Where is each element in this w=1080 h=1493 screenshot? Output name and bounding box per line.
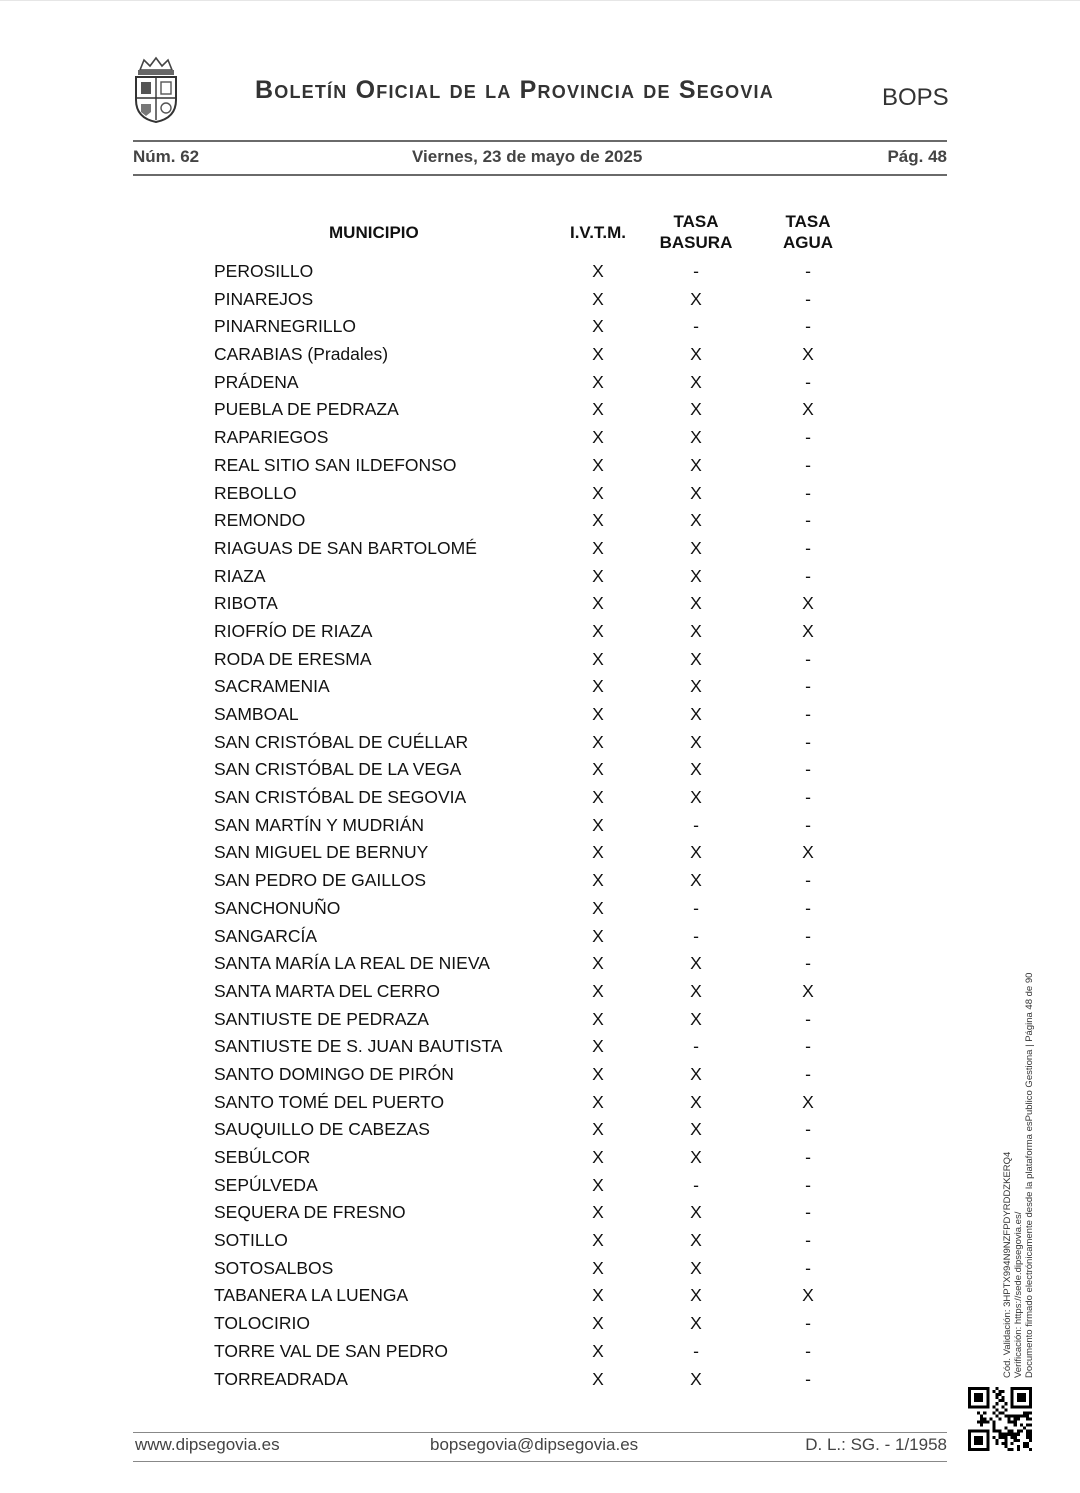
ivtm-cell: X <box>592 1202 604 1223</box>
municipio-cell: TOLOCIRIO <box>214 1313 310 1334</box>
tasa-agua-cell: - <box>805 1340 811 1361</box>
tasa-agua-cell: X <box>802 344 814 365</box>
ivtm-cell: X <box>592 980 604 1001</box>
ivtm-cell: X <box>592 565 604 586</box>
tasa-basura-cell: X <box>690 759 702 780</box>
tasa-basura-cell: X <box>690 510 702 531</box>
municipio-cell: PINARNEGRILLO <box>214 316 356 337</box>
tasa-basura-cell: X <box>690 1063 702 1084</box>
table-row <box>0 424 1080 452</box>
tasa-basura-cell: X <box>690 1285 702 1306</box>
ivtm-cell: X <box>592 620 604 641</box>
tasa-basura-cell: X <box>690 620 702 641</box>
tasa-basura-cell: - <box>693 814 699 835</box>
ivtm-cell: X <box>592 925 604 946</box>
tasa-basura-cell: - <box>693 261 699 281</box>
table-row <box>0 1199 1080 1227</box>
tasa-basura-cell: X <box>690 870 702 891</box>
table-row <box>0 1006 1080 1034</box>
ivtm-cell: X <box>592 648 604 669</box>
footer-legal-deposit: D. L.: SG. - 1/1958 <box>805 1435 947 1454</box>
ivtm-cell: X <box>592 482 604 503</box>
column-header-tasa-basura <box>646 211 746 253</box>
column-header-tasa-agua-line1: TASA <box>785 212 831 231</box>
tasa-basura-cell: X <box>690 1147 702 1167</box>
tasa-agua-cell: - <box>805 1230 811 1251</box>
issue-number: Núm. 62 <box>133 147 200 166</box>
tasa-basura-cell: X <box>690 676 702 697</box>
table-row <box>0 646 1080 674</box>
tasa-basura-cell: - <box>693 1340 699 1361</box>
table-row <box>0 480 1080 508</box>
tasa-agua-cell: - <box>805 454 811 475</box>
tasa-basura-cell: - <box>693 897 699 918</box>
tasa-basura-cell: - <box>693 316 699 337</box>
tasa-agua-cell: - <box>805 1257 811 1278</box>
tasa-agua-cell: X <box>802 399 814 420</box>
tasa-agua-cell: - <box>805 814 811 835</box>
municipio-cell: RAPARIEGOS <box>214 427 329 448</box>
municipio-cell: SAN CRISTÓBAL DE LA VEGA <box>214 759 462 780</box>
municipio-cell: RIOFRÍO DE RIAZA <box>214 620 373 641</box>
municipio-cell: SEPÚLVEDA <box>214 1174 318 1195</box>
table-row <box>0 1366 1080 1394</box>
table-row <box>0 729 1080 757</box>
municipio-cell: RIAGUAS DE SAN BARTOLOMÉ <box>214 537 477 558</box>
footer-website[interactable]: www.dipsegovia.es <box>135 1435 280 1454</box>
tasa-agua-cell: - <box>805 316 811 337</box>
tasa-agua-cell: X <box>802 1285 814 1306</box>
tasa-agua-cell: - <box>805 1202 811 1223</box>
tasa-basura-cell: X <box>690 731 702 752</box>
ivtm-cell: X <box>592 427 604 448</box>
municipio-cell: SANTA MARÍA LA REAL DE NIEVA <box>214 953 490 974</box>
tasa-basura-cell: X <box>690 288 702 309</box>
tasa-basura-cell: X <box>690 454 702 475</box>
page-number: Pág. 48 <box>887 147 947 166</box>
tasa-basura-cell: X <box>690 648 702 669</box>
tasa-basura-cell: X <box>690 1202 702 1223</box>
table-row <box>0 1089 1080 1117</box>
tasa-agua-cell: - <box>805 261 811 281</box>
table-row <box>0 1255 1080 1283</box>
tasa-basura-cell: X <box>690 371 702 392</box>
verification-note <box>1002 973 1035 1378</box>
ivtm-cell: X <box>592 1036 604 1057</box>
table-row <box>0 507 1080 535</box>
municipio-cell: CARABIAS (Pradales) <box>214 344 389 365</box>
table-row <box>0 839 1080 867</box>
municipality-table-body <box>0 258 1080 1393</box>
municipio-cell: SANTO DOMINGO DE PIRÓN <box>214 1063 454 1084</box>
table-row <box>0 286 1080 314</box>
tasa-basura-cell: X <box>690 842 702 863</box>
municipio-cell: RIAZA <box>214 565 266 586</box>
table-row <box>0 784 1080 812</box>
table-row <box>0 618 1080 646</box>
verification-url[interactable]: Verificación: https://sede.dipsegovia.es/ <box>1013 1211 1024 1378</box>
municipio-cell: PEROSILLO <box>214 261 314 281</box>
ivtm-cell: X <box>592 371 604 392</box>
tasa-agua-cell: - <box>805 759 811 780</box>
tasa-agua-cell: - <box>805 482 811 503</box>
ivtm-cell: X <box>592 787 604 808</box>
column-header-tasa-agua <box>758 211 858 253</box>
municipio-cell: TORREADRADA <box>214 1368 348 1389</box>
table-row <box>0 1144 1080 1172</box>
table-row <box>0 1116 1080 1144</box>
bulletin-abbreviation: BOPS <box>882 84 949 111</box>
tasa-basura-cell: X <box>690 1230 702 1251</box>
municipio-cell: TABANERA LA LUENGA <box>214 1285 409 1306</box>
column-header-ivtm: I.V.T.M. <box>569 223 627 242</box>
table-row <box>0 978 1080 1006</box>
ivtm-cell: X <box>592 731 604 752</box>
tasa-agua-cell: - <box>805 288 811 309</box>
tasa-agua-cell: - <box>805 1063 811 1084</box>
ivtm-cell: X <box>592 1147 604 1167</box>
municipio-cell: SEQUERA DE FRESNO <box>214 1202 406 1223</box>
ivtm-cell: X <box>592 1368 604 1389</box>
municipio-cell: REBOLLO <box>214 482 297 503</box>
table-row <box>0 895 1080 923</box>
tasa-basura-cell: - <box>693 925 699 946</box>
ivtm-cell: X <box>592 1230 604 1251</box>
ivtm-cell: X <box>592 288 604 309</box>
table-row <box>0 1172 1080 1200</box>
tasa-basura-cell: X <box>690 704 702 724</box>
table-row <box>0 756 1080 784</box>
tasa-agua-cell: - <box>805 1008 811 1029</box>
tasa-basura-cell: X <box>690 482 702 503</box>
tasa-agua-cell: X <box>802 620 814 641</box>
tasa-basura-cell: X <box>690 787 702 808</box>
tasa-basura-cell: - <box>693 1036 699 1057</box>
header-rule-top <box>133 140 947 142</box>
column-header-tasa-basura-line2: BASURA <box>659 233 733 252</box>
ivtm-cell: X <box>592 1091 604 1112</box>
bulletin-title: Boletín Oficial de la Provincia de Segovia <box>255 76 774 104</box>
municipio-cell: SAN MIGUEL DE BERNUY <box>214 842 429 863</box>
table-row <box>0 1033 1080 1061</box>
page-top-edge <box>0 0 1080 1</box>
ivtm-cell: X <box>592 399 604 420</box>
municipio-cell: SAN CRISTÓBAL DE SEGOVIA <box>214 787 467 808</box>
table-row <box>0 452 1080 480</box>
tasa-agua-cell: - <box>805 787 811 808</box>
ivtm-cell: X <box>592 870 604 891</box>
tasa-basura-cell: X <box>690 1091 702 1112</box>
table-row <box>0 313 1080 341</box>
tasa-basura-cell: X <box>690 1313 702 1334</box>
tasa-agua-cell: - <box>805 925 811 946</box>
table-row <box>0 258 1080 286</box>
tasa-agua-cell: - <box>805 1119 811 1140</box>
ivtm-cell: X <box>592 1313 604 1334</box>
tasa-agua-cell: X <box>802 1091 814 1112</box>
municipio-cell: SAN PEDRO DE GAILLOS <box>214 870 427 891</box>
tasa-basura-cell: X <box>690 427 702 448</box>
ivtm-cell: X <box>592 593 604 614</box>
municipio-cell: PINAREJOS <box>214 288 314 309</box>
ivtm-cell: X <box>592 1340 604 1361</box>
ivtm-cell: X <box>592 759 604 780</box>
issue-date: Viernes, 23 de mayo de 2025 <box>412 147 643 166</box>
table-row <box>0 396 1080 424</box>
table-row <box>0 1061 1080 1089</box>
tasa-agua-cell: X <box>802 593 814 614</box>
municipio-cell: REAL SITIO SAN ILDEFONSO <box>214 454 457 475</box>
ivtm-cell: X <box>592 1174 604 1195</box>
tasa-basura-cell: X <box>690 1257 702 1278</box>
tasa-agua-cell: - <box>805 870 811 891</box>
tasa-agua-cell: - <box>805 897 811 918</box>
ivtm-cell: X <box>592 537 604 558</box>
table-row <box>0 590 1080 618</box>
tasa-agua-cell: X <box>802 842 814 863</box>
municipio-cell: SAUQUILLO DE CABEZAS <box>214 1119 430 1140</box>
ivtm-cell: X <box>592 842 604 863</box>
footer-rule-top <box>133 1432 947 1433</box>
municipio-cell: RIBOTA <box>214 593 278 614</box>
table-row <box>0 535 1080 563</box>
municipio-cell: SANTA MARTA DEL CERRO <box>214 980 440 1001</box>
verification-code: Cód. Validación: 3HPTX994N9NZFPDYRDDZKERQ4 <box>1002 1151 1013 1378</box>
ivtm-cell: X <box>592 1285 604 1306</box>
tasa-basura-cell: X <box>690 980 702 1001</box>
ivtm-cell: X <box>592 454 604 475</box>
tasa-basura-cell: X <box>690 344 702 365</box>
verification-signature: Documento firmado electrónicamente desde la plataforma esPublico Gestiona | Página 48 de 90 <box>1024 972 1035 1378</box>
ivtm-cell: X <box>592 814 604 835</box>
municipio-cell: SEBÚLCOR <box>214 1147 311 1167</box>
municipio-cell: SAMBOAL <box>214 704 299 724</box>
table-row <box>0 950 1080 978</box>
tasa-agua-cell: - <box>805 704 811 724</box>
municipio-cell: SANGARCÍA <box>214 925 318 946</box>
column-header-municipio: MUNICIPIO <box>329 223 419 242</box>
municipio-cell: PUEBLA DE PEDRAZA <box>214 399 399 420</box>
tasa-basura-cell: X <box>690 537 702 558</box>
tasa-basura-cell: X <box>690 1008 702 1029</box>
table-row <box>0 369 1080 397</box>
header-rule-bottom <box>133 174 947 176</box>
tasa-agua-cell: - <box>805 371 811 392</box>
ivtm-cell: X <box>592 953 604 974</box>
municipio-cell: SANTO TOMÉ DEL PUERTO <box>214 1091 445 1112</box>
municipio-cell: SAN CRISTÓBAL DE CUÉLLAR <box>214 731 469 752</box>
table-row <box>0 867 1080 895</box>
ivtm-cell: X <box>592 316 604 337</box>
table-row <box>0 341 1080 369</box>
tasa-basura-cell: X <box>690 593 702 614</box>
tasa-agua-cell: X <box>802 980 814 1001</box>
tasa-agua-cell: - <box>805 1174 811 1195</box>
tasa-agua-cell: - <box>805 565 811 586</box>
tasa-agua-cell: - <box>805 427 811 448</box>
municipio-cell: SANTIUSTE DE S. JUAN BAUTISTA <box>214 1036 503 1057</box>
ivtm-cell: X <box>592 704 604 724</box>
municipio-cell: RODA DE ERESMA <box>214 648 372 669</box>
coat-of-arms-icon <box>132 56 180 124</box>
municipio-cell: SAN MARTÍN Y MUDRIÁN <box>214 814 425 835</box>
column-header-tasa-agua-line2: AGUA <box>782 233 834 252</box>
tasa-basura-cell: X <box>690 1119 702 1140</box>
tasa-basura-cell: X <box>690 399 702 420</box>
tasa-agua-cell: - <box>805 731 811 752</box>
table-row <box>0 1310 1080 1338</box>
table-row <box>0 812 1080 840</box>
municipio-cell: SANTIUSTE DE PEDRAZA <box>214 1008 429 1029</box>
municipio-cell: SOTOSALBOS <box>214 1257 334 1278</box>
ivtm-cell: X <box>592 897 604 918</box>
ivtm-cell: X <box>592 1257 604 1278</box>
table-row <box>0 1227 1080 1255</box>
table-row <box>0 701 1080 729</box>
municipio-cell: SACRAMENIA <box>214 676 330 697</box>
tasa-agua-cell: - <box>805 648 811 669</box>
municipio-cell: TORRE VAL DE SAN PEDRO <box>214 1340 449 1361</box>
tasa-agua-cell: - <box>805 676 811 697</box>
table-row <box>0 1282 1080 1310</box>
municipio-cell: PRÁDENA <box>214 371 299 392</box>
tasa-basura-cell: X <box>690 565 702 586</box>
municipio-cell: SANCHONUÑO <box>214 897 341 918</box>
ivtm-cell: X <box>592 1008 604 1029</box>
tasa-agua-cell: - <box>805 1147 811 1167</box>
table-row <box>0 923 1080 951</box>
ivtm-cell: X <box>592 1063 604 1084</box>
tasa-agua-cell: - <box>805 953 811 974</box>
tasa-agua-cell: - <box>805 1368 811 1389</box>
ivtm-cell: X <box>592 344 604 365</box>
tasa-basura-cell: X <box>690 953 702 974</box>
ivtm-cell: X <box>592 676 604 697</box>
footer-email[interactable]: bopsegovia@dipsegovia.es <box>430 1435 639 1454</box>
municipio-cell: REMONDO <box>214 510 306 531</box>
tasa-agua-cell: - <box>805 1313 811 1334</box>
ivtm-cell: X <box>592 1119 604 1140</box>
column-header-tasa-basura-line1: TASA <box>673 212 719 231</box>
tasa-agua-cell: - <box>805 510 811 531</box>
municipio-cell: SOTILLO <box>214 1230 288 1251</box>
tasa-basura-cell: X <box>690 1368 702 1389</box>
tasa-agua-cell: - <box>805 1036 811 1057</box>
table-row <box>0 563 1080 591</box>
tasa-basura-cell: - <box>693 1174 699 1195</box>
footer-rule-bottom <box>133 1461 947 1462</box>
ivtm-cell: X <box>592 510 604 531</box>
qr-code-icon[interactable] <box>968 1387 1032 1451</box>
table-row <box>0 673 1080 701</box>
ivtm-cell: X <box>592 261 604 281</box>
table-row <box>0 1338 1080 1366</box>
tasa-agua-cell: - <box>805 537 811 558</box>
